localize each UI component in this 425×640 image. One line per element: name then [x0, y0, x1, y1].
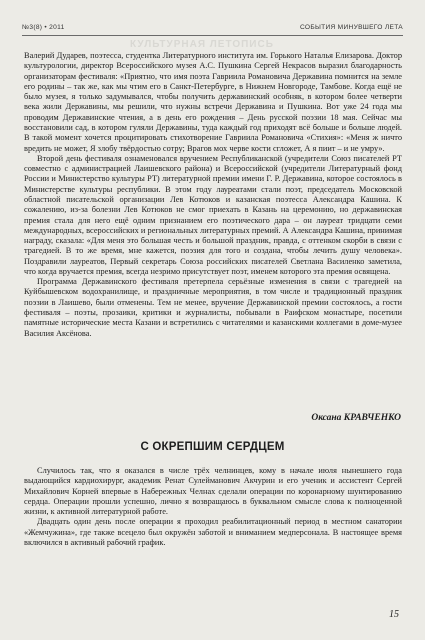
paragraph: Двадцать один день после операции я проходил реабилитационный период в местном санатории «Жемчужина», где также всецело был окружён заботой и вниманием медперсонала. В настоящее время включился в активный рабочий график. [24, 517, 402, 547]
article-festival-body [24, 51, 402, 339]
article-heading: С ОКРЕПШИМ СЕРДЦЕМ [140, 441, 285, 453]
issue-number: №3(8) • 2011 [22, 24, 65, 31]
page-number: 15 [389, 609, 399, 620]
paragraph: Валерий Дударев, поэтесса, студентка Литературного института им. Горького Наталья Елизарова. Доктор культурологии, директор Всероссийского музея А.С. Пушкина Сергей Некрасов выразил благодарность организаторам фестиваля: «Приятно, что имя поэта Гавриила Романовича Державина помнится на земле его родины – так же, как мы чтим его в Санкт-Петербурге, в Нижнем Новгороде, Тамбове. Когда ещё не было музея, я только задумывался, чтобы получить державинский особняк, в котором более четверти века жили Державины, мы решили, что нужны встречи Державина и Пушкина. Вот уже 24 года мы проводим Державинские чтения, а в день его рождения – День русской поэзии 18 мая. Сейчас мы восстановили сад, в котором гуляли Державины, туда каждый год приходят всё больше и больше людей. В такой момент хочется процитировать стихотворение Гавриила Романовича «Стихия»: «Меня ж ничто вредить не может, Я злобу твёрдостью сотру; Врагов мох черве кости сгложет, А я пиит – и не умру». [24, 51, 402, 153]
paragraph: Второй день фестиваля ознаменовался вручением Республиканской (учредители Союз писателей РТ совместно с администрацией Лаишевского района) и Всероссийской (учредители Литературный фонд России и Министерство культуры РТ) литературной премии имени Г. Р. Державина, которое состоялось в Министерстве культуры республики. В этом году лауреатами стали поэт, председатель Московской областной писательской организации Лев Котюков и казанская поэтесса Александра Кашина. К сожалению, из-за болезни Лев Котюков не смог приехать в Казань на церемонию, но державинская премия стала для него ещё одним признанием его поэтического дара – он лауреат тридцати семи международных, всероссийских и региональных литературных премий. А Александра Кашина, принимая награду, сказала: «Для меня это большая честь и большой праздник, правда, с оттенком скорби в связи с трагедией. В то же время, мне кажется, поэзия для того и создана, чтобы лечить душу человека». Поздравили лауреатов, Первый секретарь Союза российских писателей Светлана Василенко заметила, что когда вручается премия, всегда незримо присутствует поэт, именем которого эта премия освящена. [24, 153, 402, 276]
bleed-through-heading: КУЛЬТУРНАЯ ЛЕТОПИСЬ [130, 39, 274, 50]
paragraph: Случилось так, что я оказался в числе трёх челнинцев, кому в начале июля нынешнего года выдающийся кардиохирург, академик Ренат Сулейманович Акчурин и его ученик и ассистент Сергей Михайлович Корней впервые в Набережных Челнах сделали операции по коронарному шунтированию сердца. Операции прошли успешно, лично я возвращаюсь в буквальном смысле слова к полноценной жизни, к активной литературной работе. [24, 466, 402, 517]
section-rubric: СОБЫТИЯ МИНУВШЕГО ЛЕТА [300, 24, 403, 31]
author-signature: Оксана КРАВЧЕНКО [311, 413, 401, 423]
running-header [22, 22, 403, 34]
header-rule [22, 35, 403, 36]
article-heart-body [24, 466, 402, 548]
paragraph: Программа Державинского фестиваля претерпела серьёзные изменения в связи с трагедией на Куйбышевском водохранилище, и праздничные мероприятия, в том числе и традиционный праздник поэзии в Лаишево, были отменены. Тем не менее, вручение Державинской премии состоялось, а гости фестиваля – поэты, прозаики, критики и журналисты, побывали в Раифском монастыре, посетили памятные исторические места Казани и встретились с читателями и казанскими коллегами в доме-музее Василия Аксёнова. [24, 277, 402, 338]
